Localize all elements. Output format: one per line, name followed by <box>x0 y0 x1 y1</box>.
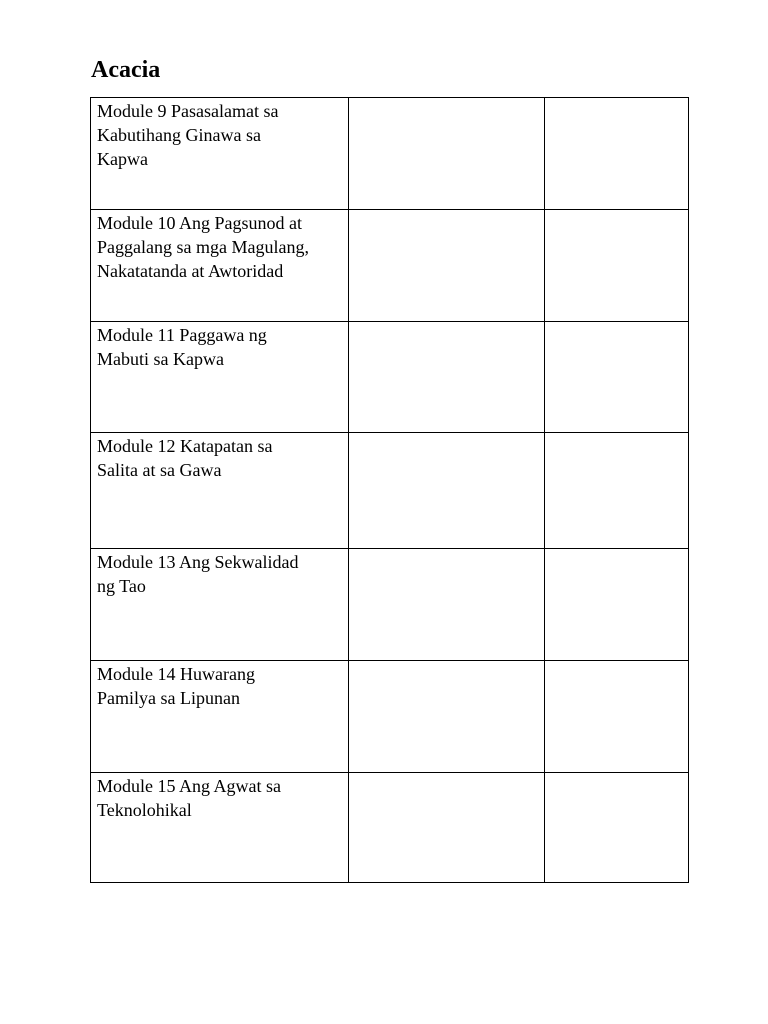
empty-cell <box>545 210 689 322</box>
empty-cell <box>545 661 689 773</box>
empty-cell <box>349 773 545 883</box>
module-cell <box>91 661 349 773</box>
module-title: Module 11 Paggawa ng Mabuti sa Kapwa <box>97 325 267 369</box>
module-title: Module 14 Huwarang Pamilya sa Lipunan <box>97 664 255 708</box>
table-row <box>91 322 689 433</box>
module-title: Module 13 Ang Sekwalidad ng Tao <box>97 552 299 596</box>
empty-cell <box>545 433 689 549</box>
module-cell <box>91 433 349 549</box>
module-title: Module 10 Ang Pagsunod at Paggalang sa mga Magulang, Nakatatanda at Awtoridad <box>97 213 309 281</box>
empty-cell <box>545 98 689 210</box>
table-row <box>91 98 689 210</box>
module-title: Module 12 Katapatan sa Salita at sa Gawa <box>97 436 273 480</box>
empty-cell <box>349 433 545 549</box>
module-cell <box>91 210 349 322</box>
page-title: Acacia <box>91 57 161 83</box>
module-title: Module 9 Pasasalamat sa Kabutihang Ginawa sa Kapwa <box>97 101 279 169</box>
empty-cell <box>349 210 545 322</box>
empty-cell <box>545 773 689 883</box>
empty-cell <box>349 549 545 661</box>
empty-cell <box>349 322 545 433</box>
table-row <box>91 210 689 322</box>
table-row <box>91 661 689 773</box>
empty-cell <box>349 98 545 210</box>
empty-cell <box>545 549 689 661</box>
modules-table <box>90 97 689 883</box>
table-row <box>91 433 689 549</box>
empty-cell <box>349 661 545 773</box>
empty-cell <box>545 322 689 433</box>
module-cell <box>91 773 349 883</box>
module-cell <box>91 98 349 210</box>
module-cell <box>91 322 349 433</box>
table-row <box>91 773 689 883</box>
table-row <box>91 549 689 661</box>
module-cell <box>91 549 349 661</box>
module-title: Module 15 Ang Agwat sa Teknolohikal <box>97 776 281 820</box>
